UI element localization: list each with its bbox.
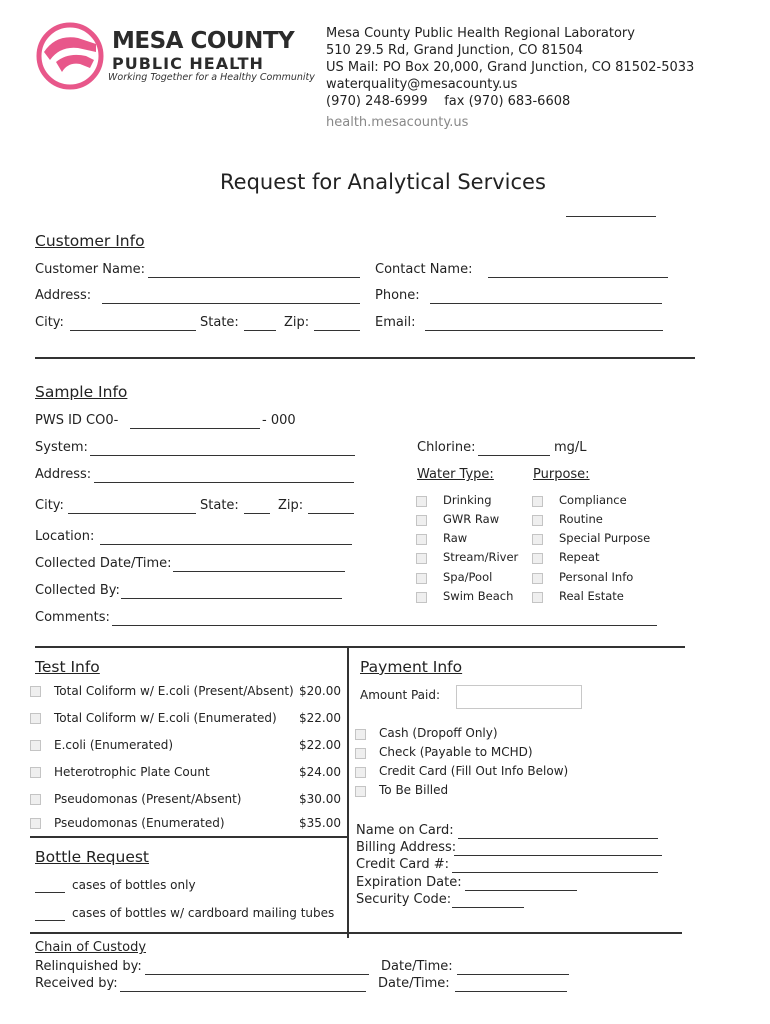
sample-zip-label: Zip:: [278, 498, 304, 513]
form-id-field[interactable]: [566, 205, 656, 217]
expiration-label: Expiration Date:: [356, 875, 462, 890]
lab-name: Mesa County Public Health Regional Laboratory: [326, 26, 635, 41]
payment-checkbox[interactable]: [355, 767, 366, 778]
contact-name-field[interactable]: [488, 266, 668, 278]
system-label: System:: [35, 440, 88, 455]
purpose-checkbox[interactable]: [532, 534, 543, 545]
section-divider: [30, 836, 347, 838]
purpose-heading: Purpose:: [533, 467, 590, 482]
water-type-option: GWR Raw: [443, 512, 500, 526]
water-type-checkbox[interactable]: [416, 553, 427, 564]
custody-heading: Chain of Custody: [35, 940, 147, 955]
received-datetime-label: Date/Time:: [378, 976, 450, 991]
purpose-checkbox[interactable]: [532, 496, 543, 507]
water-type-option: Spa/Pool: [443, 570, 493, 584]
collected-by-label: Collected By:: [35, 583, 120, 598]
logo-tagline: Working Together for a Healthy Community: [108, 72, 315, 83]
sample-address-label: Address:: [35, 467, 92, 482]
customer-state-label: State:: [200, 315, 239, 330]
collected-by-field[interactable]: [121, 587, 342, 599]
location-field[interactable]: [100, 533, 352, 545]
pws-label: PWS ID CO0-: [35, 413, 119, 428]
sample-address-field[interactable]: [94, 471, 354, 483]
received-field[interactable]: [120, 980, 366, 992]
test-checkbox[interactable]: [30, 767, 41, 778]
bottle-option: cases of bottles w/ cardboard mailing tubes: [72, 906, 335, 920]
purpose-option: Real Estate: [559, 589, 624, 603]
sample-city-label: City:: [35, 498, 64, 513]
test-checkbox[interactable]: [30, 713, 41, 724]
received-datetime-field[interactable]: [455, 980, 567, 992]
bottle-tube-qty-field[interactable]: [35, 909, 65, 921]
water-type-checkbox[interactable]: [416, 534, 427, 545]
water-type-option: Raw: [443, 531, 468, 545]
customer-city-label: City:: [35, 315, 64, 330]
customer-phone-label: Phone:: [375, 288, 420, 303]
collected-datetime-label: Collected Date/Time:: [35, 556, 172, 571]
water-type-checkbox[interactable]: [416, 496, 427, 507]
security-code-label: Security Code:: [356, 892, 452, 907]
billing-address-field[interactable]: [454, 844, 662, 856]
card-name-field[interactable]: [458, 827, 658, 839]
purpose-option: Special Purpose: [559, 531, 651, 545]
test-name: E.coli (Enumerated): [54, 738, 174, 752]
payment-heading: Payment Info: [360, 658, 463, 676]
received-label: Received by:: [35, 976, 118, 991]
test-name: Pseudomonas (Enumerated): [54, 816, 225, 830]
bottle-heading: Bottle Request: [35, 848, 150, 866]
water-type-checkbox[interactable]: [416, 592, 427, 603]
customer-address-field[interactable]: [102, 292, 360, 304]
pws-field[interactable]: [130, 417, 260, 429]
payment-checkbox[interactable]: [355, 786, 366, 797]
sample-state-field[interactable]: [244, 502, 270, 514]
test-checkbox[interactable]: [30, 686, 41, 697]
water-type-heading: Water Type:: [417, 467, 494, 482]
chlorine-field[interactable]: [478, 444, 550, 456]
purpose-checkbox[interactable]: [532, 515, 543, 526]
test-price: $20.00: [299, 684, 341, 698]
customer-heading: Customer Info: [35, 232, 145, 250]
relinquished-datetime-label: Date/Time:: [381, 959, 453, 974]
card-number-field[interactable]: [452, 861, 658, 873]
purpose-checkbox[interactable]: [532, 553, 543, 564]
logo-subtitle: PUBLIC HEALTH: [112, 54, 264, 73]
chlorine-unit: mg/L: [554, 440, 587, 455]
lab-email[interactable]: waterquality@mesacounty.us: [326, 77, 518, 92]
test-price: $22.00: [299, 711, 341, 725]
security-code-field[interactable]: [452, 896, 524, 908]
test-price: $22.00: [299, 738, 341, 752]
purpose-option: Personal Info: [559, 570, 634, 584]
water-type-checkbox[interactable]: [416, 515, 427, 526]
expiration-field[interactable]: [465, 879, 577, 891]
customer-zip-field[interactable]: [314, 319, 360, 331]
test-name: Heterotrophic Plate Count: [54, 765, 210, 779]
logo: [36, 22, 315, 92]
card-number-label: Credit Card #:: [356, 857, 450, 872]
customer-email-field[interactable]: [425, 319, 663, 331]
test-price: $35.00: [299, 816, 341, 830]
lab-website[interactable]: health.mesacounty.us: [326, 115, 469, 130]
payment-checkbox[interactable]: [355, 748, 366, 759]
water-type-option: Swim Beach: [443, 589, 514, 603]
purpose-option: Compliance: [559, 493, 627, 507]
water-type-option: Stream/River: [443, 550, 519, 564]
section-divider: [35, 646, 685, 648]
purpose-checkbox[interactable]: [532, 592, 543, 603]
billing-address-label: Billing Address:: [356, 840, 457, 855]
card-name-label: Name on Card:: [356, 823, 454, 838]
purpose-checkbox[interactable]: [532, 573, 543, 584]
customer-address-label: Address:: [35, 288, 92, 303]
amount-paid-label: Amount Paid:: [360, 688, 441, 702]
test-name: Total Coliform w/ E.coli (Enumerated): [54, 711, 277, 725]
payment-option: Credit Card (Fill Out Info Below): [379, 764, 569, 778]
relinquished-field[interactable]: [145, 963, 369, 975]
lab-address: 510 29.5 Rd, Grand Junction, CO 81504: [326, 43, 584, 58]
collected-datetime-field[interactable]: [173, 560, 345, 572]
system-field[interactable]: [90, 444, 355, 456]
relinquished-datetime-field[interactable]: [457, 963, 569, 975]
customer-name-field[interactable]: [148, 266, 360, 278]
purpose-option: Repeat: [559, 550, 600, 564]
sample-city-field[interactable]: [68, 502, 196, 514]
customer-zip-label: Zip:: [284, 315, 310, 330]
purpose-option: Routine: [559, 512, 603, 526]
customer-state-field[interactable]: [244, 319, 276, 331]
test-heading: Test Info: [35, 658, 100, 676]
test-name: Pseudomonas (Present/Absent): [54, 792, 242, 806]
lab-mail: US Mail: PO Box 20,000, Grand Junction, CO 81502-5033: [326, 60, 695, 75]
chlorine-label: Chlorine:: [417, 440, 476, 455]
bottle-option: cases of bottles only: [72, 878, 196, 892]
water-type-checkbox[interactable]: [416, 573, 427, 584]
payment-option: To Be Billed: [379, 783, 449, 797]
payment-checkbox[interactable]: [355, 729, 366, 740]
test-checkbox[interactable]: [30, 740, 41, 751]
location-label: Location:: [35, 529, 95, 544]
lab-phone-fax: (970) 248-6999 fax (970) 683-6608: [326, 94, 571, 109]
sample-heading: Sample Info: [35, 383, 128, 401]
bottle-qty-field[interactable]: [35, 881, 65, 893]
test-checkbox[interactable]: [30, 818, 41, 829]
contact-name-label: Contact Name:: [375, 262, 473, 277]
logo-title: MESA COUNTY: [112, 28, 295, 54]
payment-option: Check (Payable to MCHD): [379, 745, 533, 759]
logo-emblem-icon: [36, 22, 104, 90]
amount-paid-input[interactable]: [456, 685, 582, 709]
pws-suffix: - 000: [262, 413, 296, 428]
customer-phone-field[interactable]: [430, 292, 662, 304]
customer-city-field[interactable]: [70, 319, 196, 331]
customer-name-label: Customer Name:: [35, 262, 146, 277]
payment-option: Cash (Dropoff Only): [379, 726, 498, 740]
test-price: $24.00: [299, 765, 341, 779]
column-divider: [347, 648, 349, 938]
sample-state-label: State:: [200, 498, 239, 513]
test-price: $30.00: [299, 792, 341, 806]
test-name: Total Coliform w/ E.coli (Present/Absent): [54, 684, 294, 698]
comments-field[interactable]: [112, 614, 657, 626]
section-divider: [30, 932, 682, 934]
test-checkbox[interactable]: [30, 794, 41, 805]
customer-email-label: Email:: [375, 315, 416, 330]
comments-label: Comments:: [35, 610, 110, 625]
form-title: Request for Analytical Services: [220, 170, 546, 194]
water-type-option: Drinking: [443, 493, 492, 507]
relinquished-label: Relinquished by:: [35, 959, 142, 974]
sample-zip-field[interactable]: [308, 502, 354, 514]
section-divider: [35, 357, 695, 359]
